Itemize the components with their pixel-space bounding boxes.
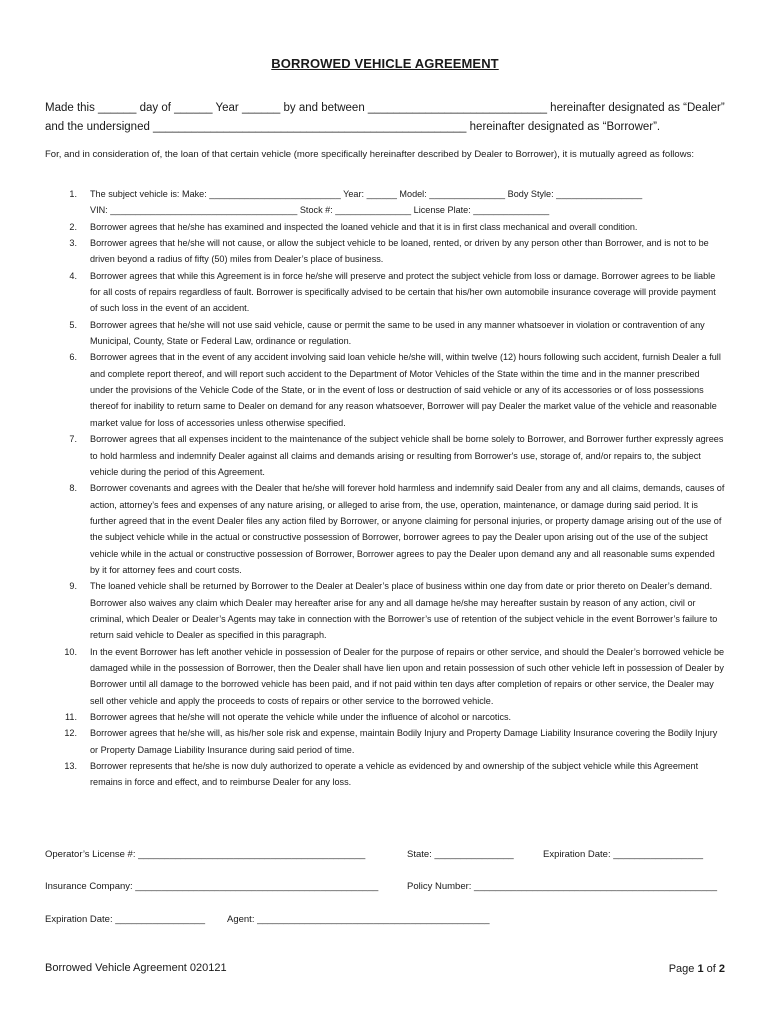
term-number: 7. [69,434,77,445]
page-number [669,963,725,975]
term-number: 6. [69,352,77,363]
term-number: 12. [64,728,77,739]
term-item [45,480,725,578]
vehicle-vin-line: VIN: _____________________________________ Stock #: _______________ License Plate: _______________ [90,205,550,216]
term-item [45,219,725,235]
insurance-company-field[interactable]: Insurance Company: ______________________________________________ [45,881,379,892]
operators-license-field[interactable]: Operator’s License #: ___________________________________________ [45,849,366,860]
term-item [45,268,725,317]
term-text: Borrower agrees that while this Agreement is in force he/she will preserve and protect the subject vehicle from loss or damage. Borrower agrees to be liable for all costs of repairs regardless of fault. Borrower is specifically advised to be certain that his/her own automobile insurance coverage will provide payment of such loss in the event of an accident. [90,270,716,314]
term-text: Borrower agrees that he/she will not use said vehicle, cause or permit the same to be used in any manner whatsoever in violation or contravention of any Municipal, County, State or Federal Law, ordinance or regulation. [90,319,705,347]
term-number: 2. [69,221,77,232]
insurance-expiration-field[interactable]: Expiration Date: _________________ [45,914,206,925]
term-text: Borrower agrees that he/she will not cause, or allow the subject vehicle to be loaned, rented, or driven by any person other than Borrower, and is not to be driven beyond a radius of fifty (50) miles from Dealer’s place of business. [90,238,709,265]
term-item [45,644,725,709]
agent-field[interactable]: Agent: ____________________________________________ [227,914,490,925]
term-item [45,709,725,725]
footer-doc-id: Borrowed Vehicle Agreement 020121 [45,962,227,974]
term-text [90,186,725,219]
intro-line-2: and the undersigned _________________________________________________ hereinafter designated as “Borrower”. [45,121,661,133]
term-text: Borrower covenants and agrees with the Dealer that he/she will forever hold harmless and indemnify said Dealer from any and all claims, demands, causes of action, attorney’s fees and expenses of any nature arising, or alleged to arise from, the use, operation, maintenance, or damage during said period. It is further agreed that in the event Dealer files any action filed by Borrower, or anyone claiming for personal injuries, or property damage arising out of the use of the subject vehicle while in the actual or constructive possession of Borrower, borrower agrees to pay the Dealer upon arising out of the use of the subject vehicle while in the actual or constructive possession of Borrower, Borrower agrees to pay the Dealer upon demand any and all reasonable sums expended by it for attorney fees and court costs. [90,483,725,575]
term-text: In the event Borrower has left another vehicle in possession of Dealer for the purpose of repairs or other service, and should the Dealer’s borrowed vehicle be damaged while in the possession of Borrower, then the Dealer shall have lien upon and retain possession of such other vehicle left in possession of Dealer by Borrower until all damage to the borrowed vehicle has been paid, and if not paid within ten days after completion of repairs or other service, the Dealer may sell other vehicle and apply the proceeds to costs of repairs or other service to the borrowed vehicle. [90,646,725,706]
term-number: 13. [64,761,77,772]
state-field[interactable]: State: _______________ [407,849,514,860]
term-item [45,186,725,219]
term-text: Borrower represents that he/she is now duly authorized to operate a vehicle as evidenced by and ownership of the subject vehicle while this Agreement remains in force and effect, and to reimburse Dealer for any loss. [90,761,699,788]
term-text: Borrower agrees that he/she will, as his/her sole risk and expense, maintain Bodily Injury and Property Damage Liability Insurance covering the Bodily Injury or Property Damage Liability Insurance during said period of time. [90,728,718,755]
term-number: 10. [64,646,77,657]
term-text: Borrower agrees that in the event of any accident involving said loan vehicle he/she will, within twelve (12) hours following such accident, furnish Dealer a full and complete report thereof, and will report such accident to the Department of Motor Vehicles of the State within the time and in the manner prescribed under the provisions of the Vehicle Code of the State, or in the event of loss or destruction of said vehicle or any of its accessories or of loss possessions thereof for inability to return same to Dealer on demand for any reason whatsoever, Borrower will pay Dealer the market value of the vehicle and reasonable market value for loss of accessories unless otherwise specified. [90,352,721,428]
term-item [45,349,725,431]
term-number: 3. [69,238,77,249]
document-title: BORROWED VEHICLE AGREEMENT [271,56,499,71]
term-item [45,431,725,480]
term-item [45,725,725,758]
term-text: Borrower agrees that he/she will not operate the vehicle while under the influence of alcohol or narcotics. [90,712,512,722]
term-number: 8. [69,483,77,494]
term-text: Borrower agrees that he/she has examined and inspected the loaned vehicle and that it is in first class mechanical and overall condition. [90,221,638,232]
term-number: 4. [69,270,77,281]
term-number: 1. [69,189,77,199]
term-item [45,317,725,350]
term-item [45,758,725,791]
term-text: Borrower agrees that all expenses incident to the maintenance of the subject vehicle shall be borne solely to Borrower, and Borrower further expressly agrees to hold harmless and indemnify Dealer against all claims and demands arising or resulting from Borrower's use, storage of, and/or repairs to, the subject vehicle during the period of this Agreement. [90,434,724,477]
license-expiration-field[interactable]: Expiration Date: _________________ [543,849,704,860]
intro-line-1: Made this ______ day of ______ Year ______ by and between ____________________________ hereinafter designated as “Dealer” [45,102,725,114]
term-item [45,235,725,268]
page-total: 2 [718,963,725,975]
vehicle-make-line: The subject vehicle is: Make: __________________________ Year: ______ Model: _______________ Body Style: _________________ [90,189,643,199]
term-item [45,578,725,643]
term-number: 5. [69,319,77,330]
terms-list [45,186,725,791]
page-prefix: Page [668,963,698,975]
policy-number-field[interactable]: Policy Number: ______________________________________________ [407,881,718,892]
page-current: 1 [697,963,704,975]
consideration-paragraph: For, and in consideration of, the loan of that certain vehicle (more specifically hereinafter described by Dealer to Borrower), it is mutually agreed as follows: [45,149,694,160]
page-of: of [703,963,719,975]
term-number: 11. [65,712,77,722]
term-number: 9. [69,581,77,592]
term-text: The loaned vehicle shall be returned by Borrower to the Dealer at Dealer’s place of business within one day from date or prior thereto on Dealer’s demand. Borrower also waives any claim which Dealer may hereafter arise for any and all damage he/she may hereafter sustain by reason of any action, civil or criminal, which Dealer or Dealer’s Agents may take in connection with the Borrower’s use of retention of the subject vehicle in the event Borrower’s failure to return said vehicle to Dealer as specified in this paragraph. [90,581,718,641]
